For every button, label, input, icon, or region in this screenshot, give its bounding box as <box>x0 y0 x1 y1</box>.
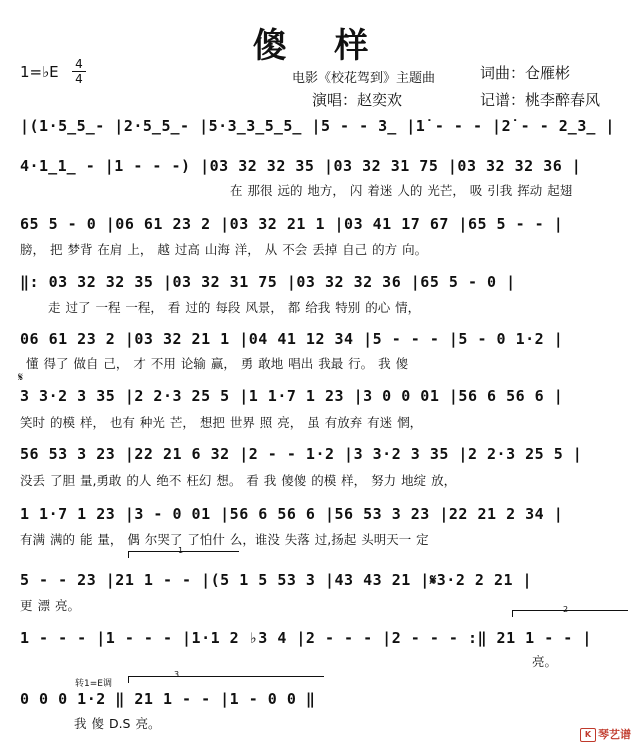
score-row-3-lyrics: 膀， 把 梦背 在肩 上， 越 过高 山海 洋， 从 不会 丢掉 自己 的方 向。 <box>20 242 428 257</box>
time-signature-top: 4 <box>75 57 83 71</box>
score-row-7-notes: 56 53 3 23 |22 21 6 32 |2 - - 1·2 |3 3·2 3 35 |2 2·3 25 5 | <box>20 445 583 463</box>
score-row-5-lyrics: 懂 得了 做自 己， 才 不用 论输 赢， 勇 敢地 唱出 我最 行。 我 傻 <box>26 356 409 371</box>
volta-bracket-2 <box>512 610 628 617</box>
score-row-11-lyrics: 我 傻 D.S 亮。 <box>74 716 161 731</box>
score-row-11-notes: 0 0 0 1·2 ‖ 21 1 - - |1 - 0 0 ‖ <box>20 690 316 708</box>
score-row-3-notes: 65 5 - 0 |06 61 23 2 |03 32 21 1 |03 41 17 67 |65 5 - - | <box>20 215 564 233</box>
volta-number-1: 1 <box>178 546 184 555</box>
score-row-8-lyrics: 有满 满的 能 量， 偶 尔哭了 了怕什 么，谁没 失落 过,扬起 头明天一 定 <box>20 532 429 547</box>
score-row-4-lyrics: 走 过了 一程 一程， 看 过的 每段 风景， 都 给我 特别 的心 情， <box>48 300 421 315</box>
time-signature <box>72 58 86 85</box>
singer: 演唱：赵奕欢 <box>312 91 403 109</box>
score-row-10-notes: 1 - - - |1 - - - |1·1 2 ♭3 4 |2 - - - |2 - - - :‖ 21 1 - - | <box>20 629 592 647</box>
segno-sign: 𝄋 <box>18 370 24 384</box>
score-row-8-notes: 1 1·7 1 23 |3 - 0 01 |56 6 56 6 |56 53 3 23 |22 21 2 34 | <box>20 505 564 523</box>
lyricist-composer: 词曲：仓雁彬 <box>480 64 571 82</box>
volta-number-3: 3 <box>174 670 180 679</box>
time-signature-bottom: 4 <box>75 72 83 86</box>
score-row-6-notes: 3 3·2 3 35 |2 2·3 25 5 |1 1·7 1 23 |3 0 0 01 |56 6 56 6 | <box>20 387 564 405</box>
score-row-7-lyrics: 没丢 了胆 量,勇敢 的人 绝不 枉幻 想。 看 我 傻傻 的模 样， 努力 地绽 放， <box>20 473 457 488</box>
volta-bracket-1 <box>128 551 239 558</box>
subtitle: 电影《校花驾到》主题曲 <box>292 71 436 86</box>
score-row-9-lyrics: 更 漂 亮。 <box>20 598 80 613</box>
volta-number-2: 2 <box>563 605 569 614</box>
score-row-5-notes: 06 61 23 2 |03 32 21 1 |04 41 12 34 |5 - - - |5 - 0 1·2 | <box>20 330 564 348</box>
volta-bracket-3 <box>128 676 324 683</box>
site-logo <box>580 726 631 742</box>
score-row-9-notes: 5 - - 23 |21 1 - - |(5 1 5 53 3 |43 43 21 |𝄋3·2 2 21 | <box>20 571 533 589</box>
logo-icon: K <box>580 728 596 742</box>
score-row-4-notes: ‖: 03 32 32 35 |03 32 31 75 |03 32 32 36 |65 5 - 0 | <box>20 273 516 291</box>
score-row-10-lyrics: 亮。 <box>532 654 558 669</box>
score-row-6-lyrics: 笑时 的模 样， 也有 种光 芒， 想把 世界 照 亮， 虽 有放弃 有迷 惘， <box>20 415 423 430</box>
logo-text: 琴艺谱 <box>598 728 631 741</box>
transcriber: 记谱：桃李醉春风 <box>480 91 601 109</box>
song-title: 傻 样 <box>252 26 387 66</box>
modulation-label: 转1=E调 <box>75 679 112 689</box>
score-row-2-notes: 4·1̲1̲ - |1 - - -) |03 32 32 35 |03 32 31 75 |03 32 32 36 | <box>20 157 582 175</box>
score-row-1-notes: |(1·5̲5̲- |2·5̲5̲- |5·3̲3̲5̲5̲ |5 - - 3̲ |1̇ - - - |2̇ - - 2̲3̲ | <box>20 117 615 135</box>
score-row-2-lyrics: 在 那很 远的 地方， 闪 着迷 人的 光芒， 吸 引我 挥动 起翅 <box>230 183 573 198</box>
key-signature: 1=♭E <box>20 63 59 81</box>
